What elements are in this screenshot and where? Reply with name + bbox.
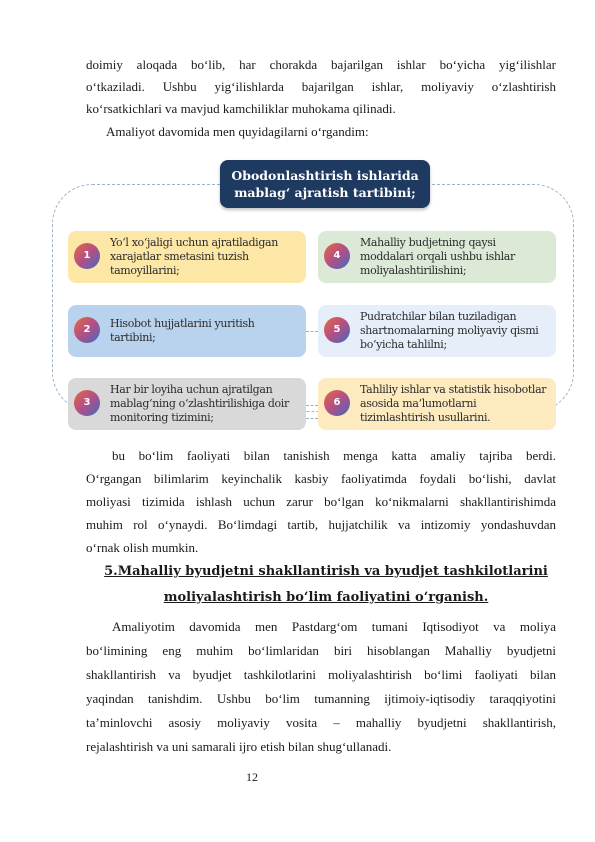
summary-line-4: muhim rol o‘ynaydi. Bo‘limdagi tartib, hujjatchilik va intizomiy yondashuvdan bbox=[86, 517, 556, 532]
item-number-badge: 5 bbox=[324, 317, 350, 343]
body-line-6: rejalashtirish va uni samarali ijro etish bilan shug‘ullanadi. bbox=[86, 739, 392, 754]
connector-1-4 bbox=[306, 418, 318, 419]
connector-2-5 bbox=[306, 331, 318, 332]
body-line-2: bo‘limining eng muhim bo‘limlaridan biri hisoblangan Mahalliy byudjetni bbox=[86, 643, 556, 658]
body-line-5: ta’minlovchi asosiy moliyaviy vosita – mahalliy byudjetni shakllantirish, bbox=[86, 715, 556, 730]
summary-line-1: bu bo‘lim faoliyati bilan tanishish menga katta amaliy tajriba berdi. bbox=[112, 448, 556, 463]
page-number: 12 bbox=[246, 770, 258, 784]
section-heading-line-1: 5.Mahalliy byudjetni shakllantirish va byudjet tashkilotlarini bbox=[104, 564, 548, 579]
intro-line-1: doimiy aloqada bo‘lib, har chorakda bajarilgan ishlar bo‘yicha yig‘ilishlar bbox=[86, 57, 556, 72]
funding-diagram bbox=[52, 160, 574, 440]
item-text: Mahalliy budjetning qaysi moddalari orqali ushbu ishlar moliyalashtirilishini; bbox=[360, 236, 515, 277]
item-number-badge: 6 bbox=[324, 390, 350, 416]
intro-line-2: o‘tkaziladi. Ushbu yig‘ilishlarda bajarilgan ishlar, moliyaviy o‘zlashtirish bbox=[86, 79, 556, 94]
intro-lead: Amaliyot davomida men quyidagilarni o‘rgandim: bbox=[106, 124, 369, 139]
body-line-3: shakllantirish va byudjet tashkilotlarini moliyalashtirish bo‘limi faoliyati bilan bbox=[86, 667, 556, 682]
item-text: Yo‘l xo‘jaligi uchun ajratiladigan xarajatlar smetasini tuzish tamoyillarini; bbox=[110, 236, 278, 277]
item-text: Har bir loyiha uchun ajratilgan mablag‘ning o‘zlashtirilishiga doir monitoring tizimini; bbox=[110, 383, 289, 424]
summary-line-5: o‘rnak olish mumkin. bbox=[86, 540, 199, 555]
diagram-item-1 bbox=[68, 231, 306, 283]
diagram-title: Obodonlashtirish ishlarida mablag‘ ajratish tartibini; bbox=[220, 160, 430, 208]
item-text: Tahliliy ishlar va statistik hisobotlar asosida ma’lumotlarni tizimlashtirish usullarini. bbox=[360, 383, 547, 424]
section-heading-line-2: moliyalashtirish bo‘lim faoliyatini o‘rganish. bbox=[163, 590, 489, 605]
diagram-item-5 bbox=[318, 305, 556, 357]
diagram-item-4 bbox=[318, 231, 556, 283]
diagram-item-6 bbox=[318, 378, 556, 430]
item-number-badge: 1 bbox=[74, 243, 100, 269]
item-number-badge: 3 bbox=[74, 390, 100, 416]
body-line-1: Amaliyotim davomida men Pastdarg‘om tumani Iqtisodiyot va moliya bbox=[112, 619, 556, 634]
summary-line-2: O‘rgangan bilimlarim keyinchalik kasbiy faoliyatimda foydali bo‘lishi, davlat bbox=[86, 471, 556, 486]
item-text: Pudratchilar bilan tuziladigan shartnomalarning moliyaviy qismi bo‘yicha tahlilni; bbox=[360, 310, 539, 351]
diagram-item-3 bbox=[68, 378, 306, 430]
summary-line-3: moliyasi tizimida ishlash uchun zarur bo‘lgan ko‘nikmalarni shakllantirishimda bbox=[86, 494, 556, 509]
diagram-item-2 bbox=[68, 305, 306, 357]
intro-line-3: ko‘rsatkichlari va mavjud kamchiliklar muhokama qilinadi. bbox=[86, 101, 396, 116]
item-number-badge: 2 bbox=[74, 317, 100, 343]
item-text: Hisobot hujjatlarini yuritish tartibini; bbox=[110, 317, 255, 344]
connector-3-6 bbox=[306, 405, 318, 406]
body-line-4: yaqindan tanishdim. Ushbu bo‘lim tumanning ijtimoiy-iqtisodiy taraqqiyotini bbox=[86, 691, 556, 706]
item-number-badge: 4 bbox=[324, 243, 350, 269]
